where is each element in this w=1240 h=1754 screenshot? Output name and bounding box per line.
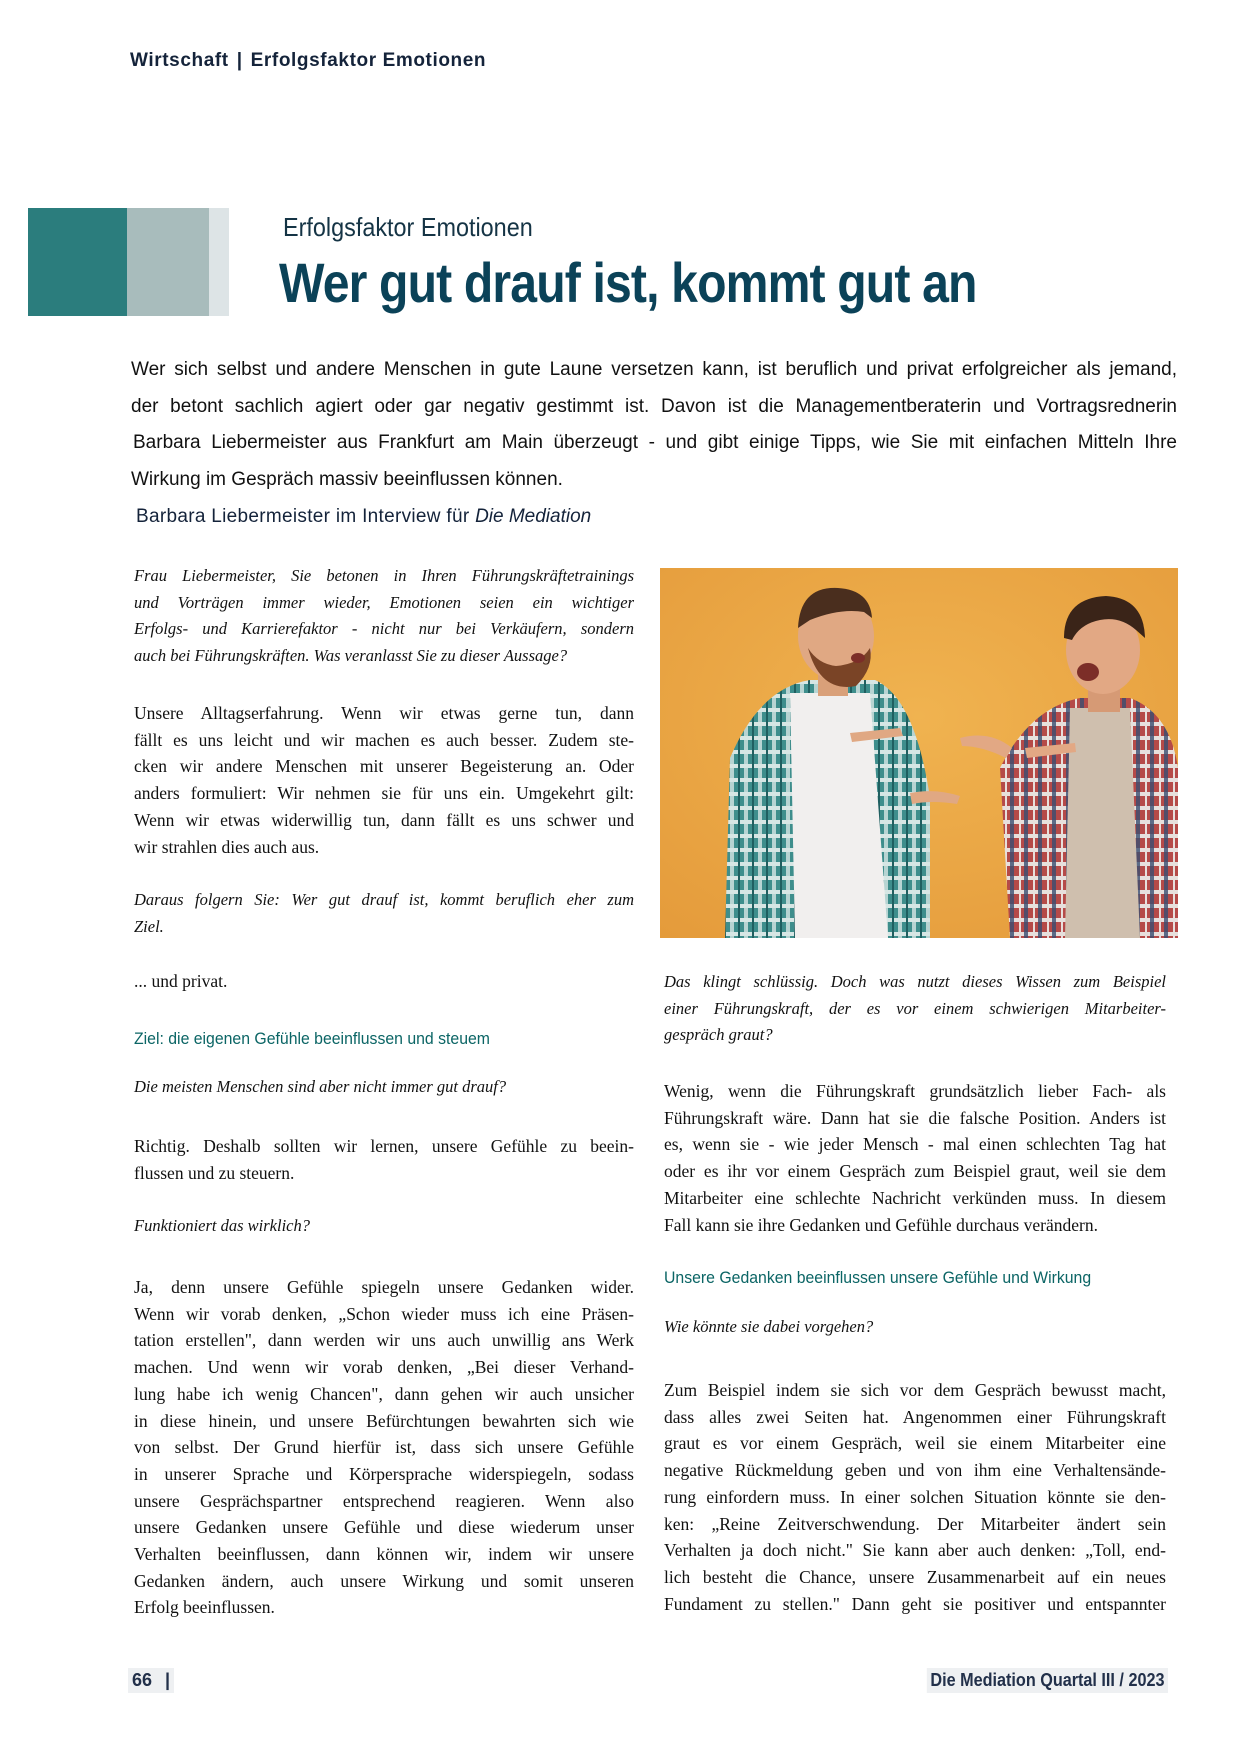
- answer-line: oder es ihr vor einem Gespräch zum Beispiel graut, weil sie dem: [664, 1161, 1166, 1182]
- answer-line: in unserer Sprache und Körpersprache widerspiegeln, sodass: [134, 1463, 634, 1484]
- answer-line: Fundament zu stellen." Dann geht sie positiver und entspannter: [664, 1593, 1166, 1614]
- question-line: Funktioniert das wirklich?: [134, 1216, 310, 1235]
- answer-line: Erfolg beeinflussen.: [134, 1597, 275, 1618]
- answer-line: flussen und zu steuern.: [134, 1162, 295, 1183]
- article-photo: [660, 568, 1178, 938]
- two-men-pointing-photo-icon: [660, 568, 1178, 938]
- decor-block-grey: [127, 208, 209, 316]
- answer-line: Verhalten ja doch nicht." Sie kann aber auch denken: „Toll, end-: [664, 1540, 1166, 1561]
- question-4: [134, 1213, 634, 1240]
- question-6: [664, 1314, 1166, 1341]
- question-line: Ziel.: [134, 916, 164, 936]
- answer-line: Führungskraft wäre. Dann hat sie die falsche Position. Anders ist: [664, 1107, 1166, 1128]
- question-line: Daraus folgern Sie: Wer gut drauf ist, kommt beruflich eher zum: [134, 890, 634, 909]
- lead-line: Wer sich selbst und andere Menschen in gute Laune versetzen kann, ist beruflich und privat erfolgreicher als jemand,: [131, 359, 1177, 380]
- header-separator: |: [236, 50, 243, 71]
- answer-line: lich besteht die Chance, unsere Zusammenarbeit auf ein neues: [664, 1566, 1166, 1587]
- question-line: einer Führungskraft, der es vor einem schwierigen Mitarbeiter-: [664, 998, 1166, 1018]
- answer-line: Wenn wir vorab denken, „Schon wieder muss ich eine Präsen-: [134, 1303, 634, 1324]
- answer-line: Unsere Alltagserfahrung. Wenn wir etwas gerne tun, dann: [134, 703, 634, 723]
- subheading-thoughts: Unsere Gedanken beeinflussen unsere Gefühle und Wirkung: [664, 1268, 1092, 1287]
- answer-line: ... und privat.: [134, 971, 228, 991]
- byline-text: Barbara Liebermeister im Interview für: [136, 506, 470, 527]
- answer-line: dass alles zwei Seiten hat. Angenommen einer Führungskraft: [664, 1406, 1166, 1427]
- answer-line: Verhalten beeinflussen, dann können wir, indem wir unsere: [134, 1544, 634, 1565]
- answer-line: lung habe ich wenig Chancen", dann gehen wir auch unsicher: [134, 1383, 634, 1404]
- answer-line: machen. Und wenn wir vorab denken, „Bei dieser Verhand-: [134, 1357, 634, 1378]
- answer-line: cken wir andere Menschen mit unserer Begeisterung an. Oder: [134, 756, 634, 777]
- article-kicker: Erfolgsfaktor Emotionen: [283, 212, 533, 242]
- subheading-goal: Ziel: die eigenen Gefühle beeinflussen und steuem: [134, 1029, 490, 1048]
- answer-5: [664, 1078, 1166, 1238]
- answer-line: Mitarbeiter eine schlechte Nachricht verkünden muss. In diesem: [664, 1187, 1166, 1208]
- answer-line: wir strahlen dies auch aus.: [134, 836, 320, 857]
- answer-line: Fall kann sie ihre Gedanken und Gefühle durchaus verändern.: [664, 1214, 1098, 1235]
- answer-line: graut es vor einem Gespräch, weil sie einem Mitarbeiter eine: [664, 1433, 1166, 1454]
- lead-line: Barbara Liebermeister aus Frankfurt am Main überzeugt - und gibt einige Tipps, wie Sie mit einfachen Mitteln Ihre: [133, 432, 1177, 453]
- article-headline: Wer gut drauf ist, kommt gut an: [279, 251, 977, 314]
- answer-line: Gedanken ändern, auch unsere Wirkung und somit unseren: [134, 1570, 634, 1591]
- question-5: [664, 969, 1166, 1049]
- running-header: [130, 50, 486, 72]
- answer-line: von selbst. Der Grund hierfür ist, dass sich unsere Gefühle: [134, 1437, 634, 1458]
- question-line: Wie könnte sie dabei vorgehen?: [664, 1317, 874, 1336]
- answer-line: ken: „Reine Zeitverschwendung. Der Mitarbeiter ändert sein: [664, 1513, 1166, 1534]
- answer-line: Ja, denn unsere Gefühle spiegeln unsere Gedanken wider.: [134, 1277, 634, 1297]
- answer-6: [664, 1377, 1166, 1617]
- answer-3: [134, 1133, 634, 1186]
- question-line: Das klingt schlüssig. Doch was nutzt dieses Wissen zum Beispiel: [664, 972, 1166, 991]
- page-number-value: 66: [132, 1670, 153, 1690]
- byline: [136, 506, 591, 528]
- question-line: Die meisten Menschen sind aber nicht immer gut drauf?: [134, 1077, 507, 1096]
- answer-4: [134, 1274, 634, 1621]
- answer-line: negative Rückmeldung geben und von ihm eine Verhaltensände-: [664, 1460, 1166, 1481]
- lead-line: Wirkung im Gespräch massiv beeinflussen können.: [131, 468, 563, 490]
- lead-line: der betont sachlich agiert oder gar negativ gestimmt ist. Davon ist die Managementberaterin und Vortragsrednerin: [131, 395, 1177, 417]
- answer-line: fällt es uns leicht und wir machen es auch besser. Zudem ste-: [134, 729, 634, 750]
- answer-line: unsere Gedanken unsere Gefühle und diese wiederum unser: [134, 1517, 634, 1538]
- decor-block-teal: [28, 208, 127, 316]
- answer-line: Richtig. Deshalb sollten wir lernen, unsere Gefühle zu beein-: [134, 1136, 634, 1156]
- question-line: gespräch graut?: [664, 1025, 773, 1045]
- topic-label: Erfolgsfaktor Emotionen: [250, 50, 487, 71]
- answer-line: rung einfordern muss. In einer solchen Situation könnte sie den-: [664, 1486, 1166, 1507]
- answer-line: tation erstellen", dann werden wir uns auch unwillig ans Werk: [134, 1330, 634, 1351]
- answer-line: anders formuliert: Wir nehmen sie für uns ein. Umgekehrt gilt:: [134, 783, 634, 804]
- question-line: Erfolgs- und Karrierefaktor - nicht nur bei Verkäufern, sondern: [134, 619, 634, 639]
- question-3: [134, 1074, 634, 1101]
- answer-line: Wenn wir etwas widerwillig tun, dann fällt es uns schwer und: [134, 809, 634, 830]
- footer-separator: |: [165, 1670, 171, 1690]
- answer-2: [134, 968, 634, 995]
- answer-line: Wenig, wenn die Führungskraft grundsätzlich lieber Fach- als: [664, 1081, 1166, 1101]
- answer-line: unsere Gesprächspartner entsprechend reagieren. Wenn also: [134, 1490, 634, 1511]
- answer-line: es, wenn sie - wie jeder Mensch - mal einen schlechten Tag hat: [664, 1134, 1166, 1155]
- decor-block-light: [209, 208, 229, 316]
- answer-1: [134, 700, 634, 860]
- answer-line: in diese hinein, und unsere Befürchtungen bewahrten sich wie: [134, 1410, 634, 1431]
- answer-line: Zum Beispiel indem sie sich vor dem Gespräch bewusst macht,: [664, 1380, 1166, 1400]
- question-line: Frau Liebermeister, Sie betonen in Ihren Führungskräftetrainings: [134, 566, 634, 585]
- question-line: und Vorträgen immer wieder, Emotionen seien ein wichtiger: [134, 592, 634, 612]
- question-2: [134, 887, 634, 940]
- lead-paragraph: [131, 352, 1177, 498]
- section-label: Wirtschaft: [130, 50, 229, 71]
- page-number: [128, 1668, 174, 1693]
- question-1: [134, 563, 634, 670]
- question-line: auch bei Führungskräften. Was veranlasst Sie zu dieser Aussage?: [134, 646, 568, 666]
- magazine-issue: Die Mediation Quartal III / 2023: [927, 1668, 1168, 1693]
- byline-publication: Die Mediation: [475, 506, 592, 527]
